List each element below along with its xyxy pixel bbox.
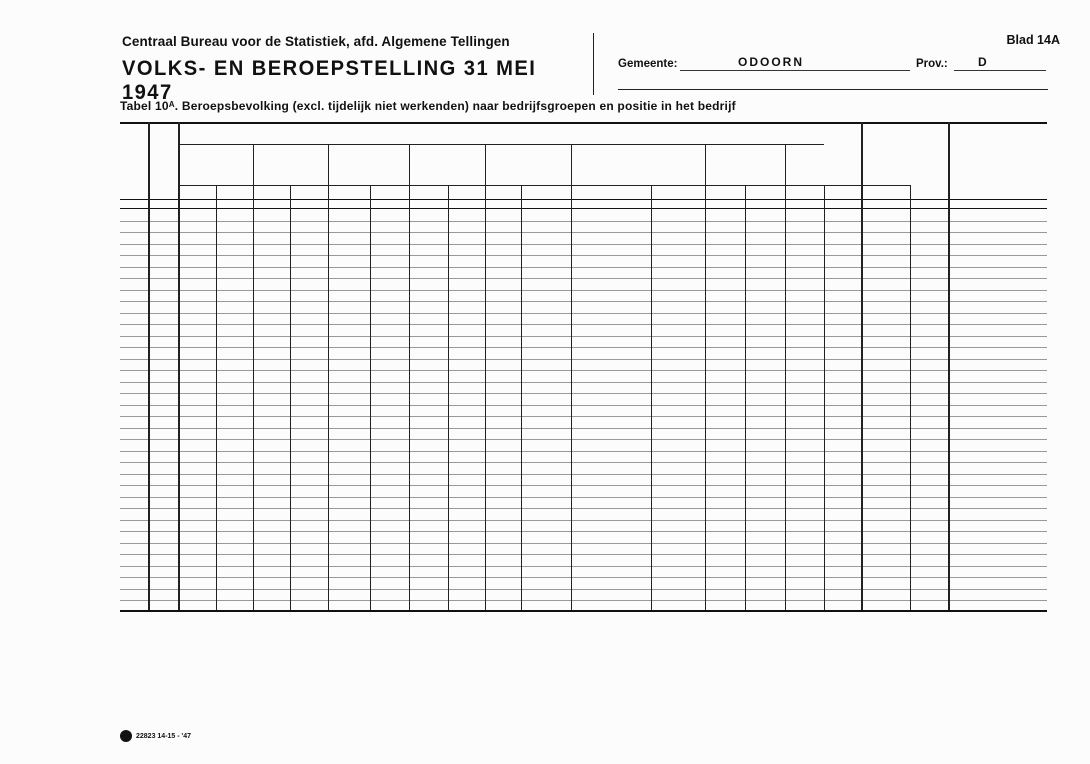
- column-rule: [824, 185, 825, 610]
- row-rule: [120, 359, 1047, 360]
- prov-label: Prov.:: [916, 58, 948, 70]
- column-rule: [178, 122, 180, 610]
- row-rule: [120, 428, 1047, 429]
- row-rule: [120, 508, 1047, 509]
- column-rule: [910, 185, 911, 610]
- column-rule: [785, 144, 786, 610]
- row-rule: [120, 589, 1047, 590]
- row-rule: [120, 439, 1047, 440]
- gemeente-label: Gemeente:: [618, 58, 678, 70]
- row-rule: [120, 324, 1047, 325]
- print-code: 22823 14-15 - '47: [136, 732, 191, 740]
- row-rule: [120, 554, 1047, 555]
- positie-underline: [178, 144, 824, 145]
- column-rule: [521, 185, 522, 610]
- row-rule: [120, 485, 1047, 486]
- header-bedrijfsklasse: [124, 128, 144, 188]
- row-rule: [120, 370, 1047, 371]
- column-rule: [948, 122, 950, 610]
- header-rule: [618, 89, 1048, 90]
- row-rule: [120, 336, 1047, 337]
- row-rule: [120, 531, 1047, 532]
- form-header: [122, 34, 592, 105]
- column-rule: [216, 185, 217, 610]
- column-rule: [448, 185, 449, 610]
- column-rule: [705, 144, 706, 610]
- row-rule: [120, 267, 1047, 268]
- row-rule: [120, 232, 1047, 233]
- column-rule: [745, 185, 746, 610]
- row-rule: [120, 244, 1047, 245]
- column-rule: [409, 144, 410, 610]
- column-rule: [328, 144, 329, 610]
- row-rule: [120, 600, 1047, 601]
- prov-line: [954, 70, 1046, 71]
- num-bottom-rule: [120, 208, 1047, 209]
- row-rule: [120, 543, 1047, 544]
- num-top-rule: [120, 199, 1047, 200]
- row-rule: [120, 290, 1047, 291]
- row-rule: [120, 474, 1047, 475]
- prov-value: D: [978, 55, 989, 69]
- row-rule: [120, 520, 1047, 521]
- column-rule: [485, 144, 486, 610]
- column-rule: [370, 185, 371, 610]
- row-rule: [120, 301, 1047, 302]
- row-rule: [120, 405, 1047, 406]
- row-rule: [120, 313, 1047, 314]
- sheet-number: Blad 14A: [1006, 33, 1060, 47]
- column-rule: [148, 122, 150, 610]
- column-rule: [571, 144, 572, 610]
- row-rule: [120, 451, 1047, 452]
- column-rule: [290, 185, 291, 610]
- row-rule: [120, 382, 1047, 383]
- row-rule: [120, 347, 1047, 348]
- row-rule: [120, 255, 1047, 256]
- census-title: VOLKS- EN BEROEPSTELLING 31 MEI 1947: [122, 57, 537, 104]
- gemeente-line: [680, 70, 910, 71]
- table-title: Tabel 10ᴬ. Beroepsbevolking (excl. tijdelijk niet werkenden) naar bedrijfsgroepen en positie in het bedrijf: [120, 99, 736, 113]
- row-rule: [120, 462, 1047, 463]
- statistics-table: [120, 118, 1047, 726]
- row-rule: [120, 577, 1047, 578]
- header-divider: [593, 33, 594, 95]
- row-rule: [120, 497, 1047, 498]
- column-rule: [861, 122, 863, 610]
- row-rule: [120, 393, 1047, 394]
- mv-top-rule: [178, 185, 910, 186]
- row-rule: [120, 221, 1047, 222]
- row-rule: [120, 566, 1047, 567]
- table-bottom-rule: [120, 610, 1047, 612]
- gemeente-value: ODOORN: [738, 55, 804, 69]
- column-rule: [253, 144, 254, 610]
- row-rule: [120, 416, 1047, 417]
- print-footer: [120, 730, 191, 742]
- printer-logo-icon: [120, 730, 132, 742]
- row-rule: [120, 278, 1047, 279]
- table-top-rule: [120, 122, 1047, 124]
- header-bedrijfsgroep: [153, 128, 173, 188]
- column-rule: [651, 185, 652, 610]
- bureau-name: Centraal Bureau voor de Statistiek, afd. Algemene Tellingen: [122, 34, 510, 49]
